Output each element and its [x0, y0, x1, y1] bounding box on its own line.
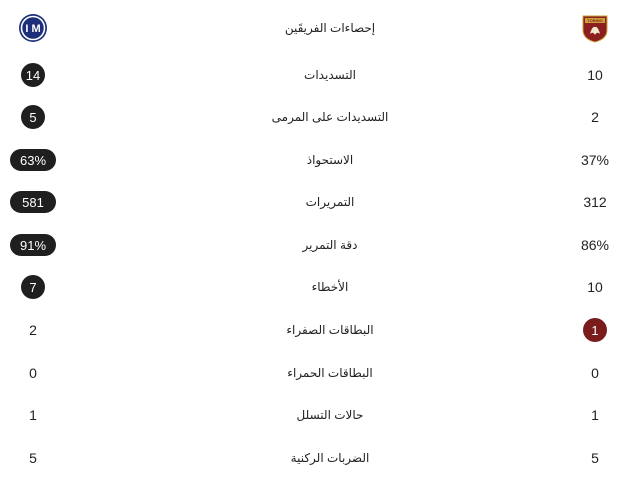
stat-label: الضربات الركنية — [290, 451, 370, 465]
stat-row-shots-on-target — [0, 102, 640, 132]
away-value: 312 — [583, 194, 607, 210]
stat-label: حالات التسلل — [296, 408, 364, 422]
away-value: 5 — [591, 450, 599, 466]
stats-title: إحصاءات الفريقَين — [284, 21, 376, 35]
stat-label: التمريرات — [305, 195, 355, 209]
away-value: 37% — [580, 152, 610, 168]
stat-label: دقة التمرير — [302, 238, 358, 252]
stat-label: الأخطاء — [311, 280, 349, 294]
home-value-highlight: 581 — [10, 191, 56, 213]
stat-row-passes — [0, 187, 640, 217]
home-team-logo-cell — [0, 13, 66, 43]
home-value: 2 — [29, 322, 37, 338]
svg-text:I M: I M — [25, 23, 41, 35]
home-value-highlight: 91% — [10, 234, 56, 256]
stat-row-corners — [0, 443, 640, 473]
torino-logo-text: TORINO — [587, 18, 603, 24]
home-value: 5 — [29, 450, 37, 466]
stat-row-red-cards — [0, 358, 640, 388]
home-value: 1 — [29, 407, 37, 423]
stat-row-possession — [0, 145, 640, 175]
torino-logo-icon[interactable] — [580, 13, 610, 43]
stat-row-fouls — [0, 272, 640, 302]
stats-header-row — [0, 13, 640, 43]
away-team-logo-cell — [560, 13, 630, 43]
away-value-highlight: 1 — [583, 318, 607, 342]
stat-label: التسديدات على المرمى — [271, 110, 389, 124]
stat-label: البطاقات الصفراء — [286, 323, 374, 337]
stat-row-offsides — [0, 400, 640, 430]
stat-row-pass-accuracy — [0, 230, 640, 260]
stat-row-shots — [0, 60, 640, 90]
inter-logo-icon[interactable] — [18, 13, 48, 43]
away-value: 10 — [587, 67, 603, 83]
away-value: 1 — [591, 407, 599, 423]
stat-row-yellow-cards — [0, 315, 640, 345]
away-value: 0 — [591, 365, 599, 381]
home-value-highlight: 5 — [21, 105, 45, 129]
home-value-highlight: 14 — [21, 63, 45, 87]
away-value: 2 — [591, 109, 599, 125]
home-value-highlight: 7 — [21, 275, 45, 299]
home-value: 0 — [29, 365, 37, 381]
stat-label: الاستحواذ — [306, 153, 354, 167]
away-value: 10 — [587, 279, 603, 295]
home-value-highlight: 63% — [10, 149, 56, 171]
away-value: 86% — [580, 237, 610, 253]
stat-label: البطاقات الحمراء — [287, 366, 373, 380]
stat-label: التسديدات — [304, 68, 356, 82]
